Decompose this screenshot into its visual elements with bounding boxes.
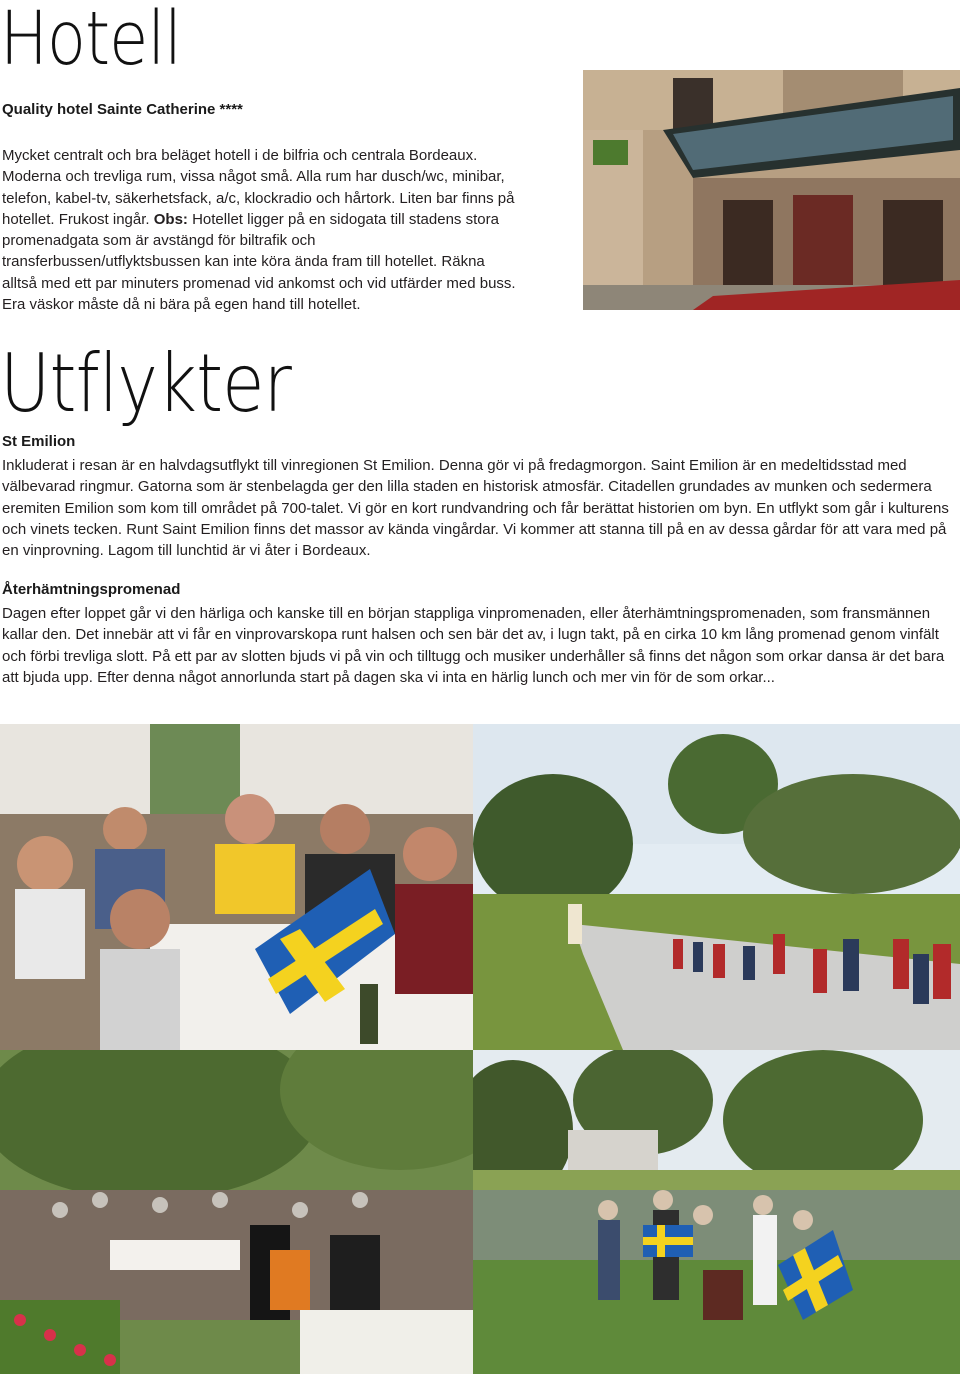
st-emilion-text: Inkluderat i resan är en halvdagsutflykt till vinregionen St Emilion. Denna gör vi på fredagmorgon. Saint Emilion är en medeltidsstad med välbevarad ringmur. Gatorna som är stenbelagda ger den lilla staden en historisk atmosfär. Citadellen grundades av munken och sedermera eremiten Emilion som kom till området på 700-talet. Vi gör en kort rundvandring och får berättat historien om byn. En utflykt som går i kulturens och vinets tecken. Runt Saint Emilion finns det massor av kända vingårdar. Vi kommer att stanna till på en av dessa gårdar för att vara med på en vinprovning. Lagom till lunchtid är vi åter i Bordeaux.: [2, 457, 949, 560]
hotel-subtitle: Quality hotel Sainte Catherine ****: [2, 101, 243, 118]
recovery-walk-text: Dagen efter loppet går vi den härliga och kanske till en början stappliga vinpromenaden, eller återhämtningspromenaden, som fransmännen kallar den. Det innebär att vi får en vinprovarskopa runt halsen och sen bär det av, i lugn takt, på en cirka 10 km lång promenad genom vinfält och förbi trevliga slott. På ett par av slotten bjuds vi på vin och tilltugg och musiker underhåller så finns det någon som orkar dansa är det bara att bjuda upp. Efter denna något annorlunda start på dagen ska vi inta en härlig lunch och mer vin för de som orkar...: [2, 605, 945, 686]
hotel-facade-photo: [583, 70, 960, 310]
st-emilion-subtitle: St Emilion: [2, 433, 76, 450]
tent-dinner-photo: [0, 724, 473, 1050]
hotel-heading: Hotell: [0, 0, 182, 82]
obs-label: Obs:: [153, 210, 188, 228]
recovery-walk-subtitle: Återhämtningspromenad: [2, 581, 181, 598]
obs-text: Hotellet ligger på en sidogata till stadens stora promenadgata som är avstängd för biltrafik och transferbussen/utflyktsbussen kan inte köra ända fram till hotellet. Räkna alltså med ett par minuters promenad vid ankomst och vid utfärder med buss. Era väskor måste då ni bära på egen hand till hotellet.: [2, 210, 516, 314]
hotel-description: [2, 145, 517, 315]
excursions-heading: Utflykter: [0, 337, 292, 430]
hotel-body-text: Mycket centralt och bra beläget hotell i de bilfria och centrala Bordeaux. Moderna och trevliga rum, vissa något små. Alla rum har dusch/wc, minibar, telefon, kabel-tv, säkerhetsfack, a/c, klockradio och hårtork. Liten bar finns på hotellet. Frukost ingår.: [2, 147, 515, 228]
crowd-tables-photo: [0, 1050, 473, 1374]
walkers-path-photo: [473, 724, 960, 1050]
group-flags-pond-photo: [473, 1050, 960, 1374]
